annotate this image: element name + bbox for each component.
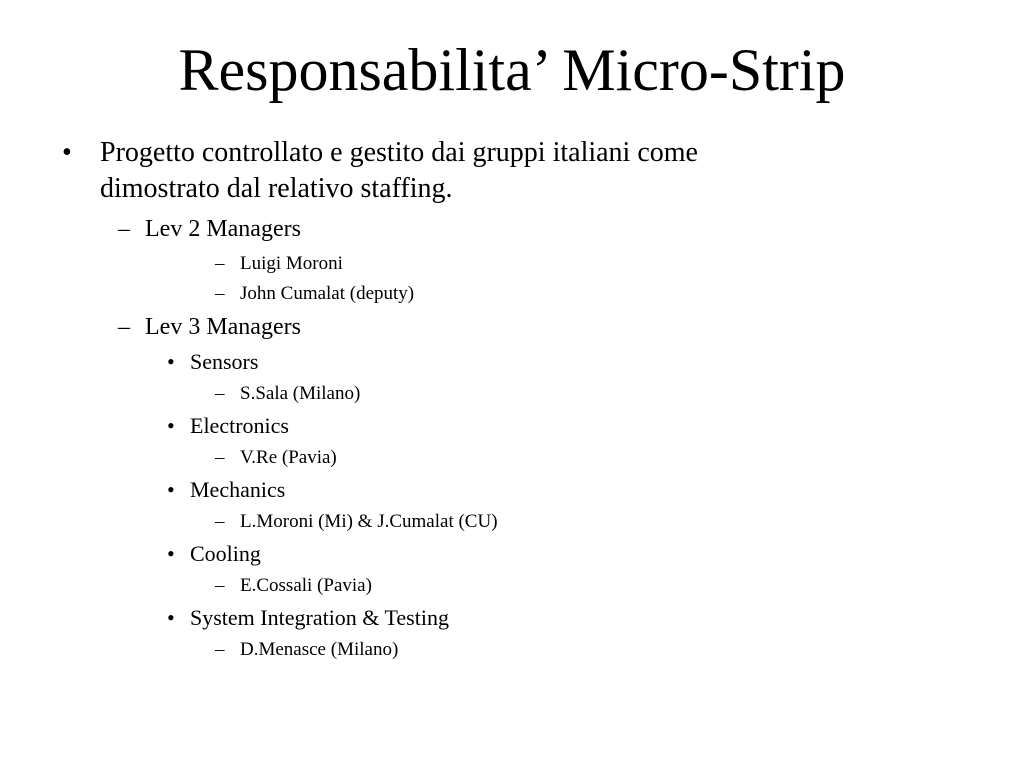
lev2-person: Luigi Moroni [240,253,343,274]
dash-marker: – [215,511,225,532]
lev3-managers-label: Lev 3 Managers [145,314,301,340]
lev3-area-name: Cooling [190,541,261,566]
lev3-area-name: Mechanics [190,477,286,502]
lev3-area-owner: S.Sala (Milano) [240,383,361,404]
bullet-marker: • [167,413,175,438]
dash-marker: – [215,447,225,468]
bullet-marker: • [167,605,175,630]
dash-marker: – [118,314,130,340]
dash-marker: – [215,383,225,404]
lev3-area-name: System Integration & Testing [190,605,449,630]
lev2-person: John Cumalat (deputy) [240,283,415,304]
dash-marker: – [215,283,225,304]
lev3-area-owner: L.Moroni (Mi) & J.Cumalat (CU) [240,511,498,532]
lev3-area-owner: V.Re (Pavia) [240,447,337,468]
lev3-area-owner: D.Menasce (Milano) [240,639,399,660]
main-point-line-1: Progetto controllato e gestito dai gruppi italiani come [100,137,698,168]
lev2-managers-label: Lev 2 Managers [145,216,301,242]
lev3-area-name: Electronics [190,413,289,438]
dash-marker: – [118,216,130,242]
bullet-marker: • [167,477,175,502]
bullet-marker: • [62,137,72,168]
dash-marker: – [215,575,225,596]
lev3-area-name: Sensors [190,349,259,374]
bullet-marker: • [167,541,175,566]
slide-title: Responsabilita’ Micro-Strip [178,37,846,103]
main-point-line-2: dimostrato dal relativo staffing. [100,173,453,204]
lev3-area-owner: E.Cossali (Pavia) [240,575,372,596]
dash-marker: – [215,639,225,660]
dash-marker: – [215,253,225,274]
bullet-marker: • [167,349,175,374]
